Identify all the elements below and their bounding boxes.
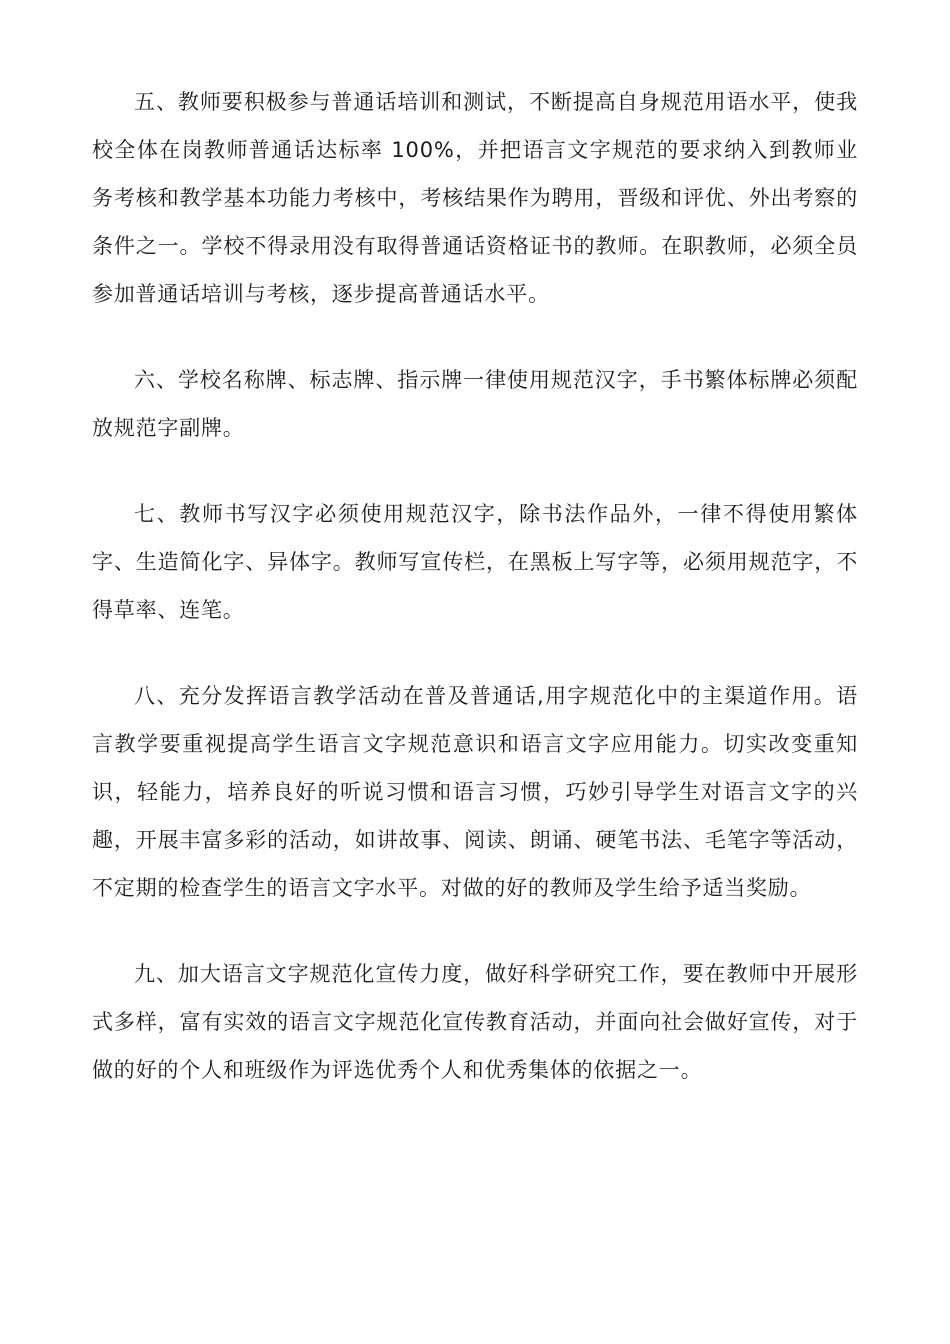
paragraph-seven: 七、教师书写汉字必须使用规范汉字，除书法作品外，一律不得使用繁体字、生造简化字、异体字。教师写宣传栏，在黑板上写字等，必须用规范字，不得草率、连笔。	[92, 502, 858, 622]
paragraph-five: 五、教师要积极参与普通话培训和测试，不断提高自身规范用语水平，使我校全体在岗教师普通话达标率 100%，并把语言文字规范的要求纳入到教师业务考核和教学基本功能力考核中，考核结果作为聘用，晋级和评优、外出考察的条件之一。学校不得录用没有取得普通话资格证书的教师。在职教师，必须全员参加普通话培训与考核，逐步提高普通话水平。	[92, 90, 858, 306]
paragraph-six: 六、学校名称牌、标志牌、指示牌一律使用规范汉字，手书繁体标牌必须配放规范字副牌。	[92, 368, 858, 440]
paragraph-eight: 八、充分发挥语言教学活动在普及普通话,用字规范化中的主渠道作用。语言教学要重视提高学生语言文字规范意识和语言文字应用能力。切实改变重知识，轻能力，培养良好的听说习惯和语言习惯，巧妙引导学生对语言文字的兴趣，开展丰富多彩的活动，如讲故事、阅读、朗诵、硬笔书法、毛笔字等活动，不定期的检查学生的语言文字水平。对做的好的教师及学生给予适当奖励。	[92, 684, 858, 900]
paragraph-nine: 九、加大语言文字规范化宣传力度，做好科学研究工作，要在教师中开展形式多样，富有实效的语言文字规范化宣传教育活动，并面向社会做好宣传，对于做的好的个人和班级作为评选优秀个人和优秀集体的依据之一。	[92, 962, 858, 1082]
